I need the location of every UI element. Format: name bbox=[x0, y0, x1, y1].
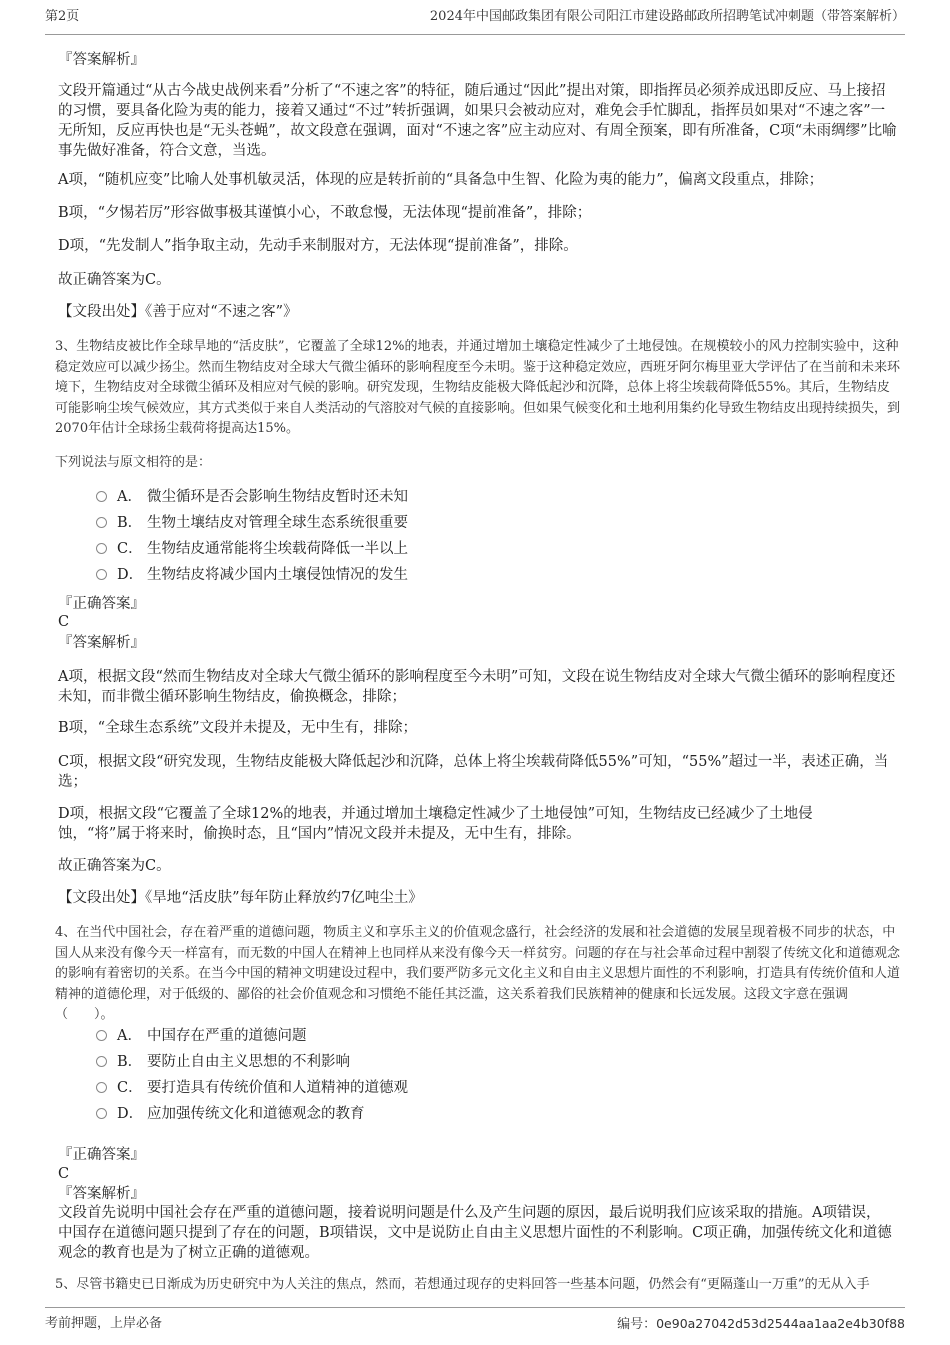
q2-option-a-analysis: A项，“随机应变”比喻人处事机敏灵活，体现的应是转折前的“具备急中生智、化险为夷的能力”，偏离文段重点，排除； bbox=[58, 172, 824, 188]
option-letter: A． bbox=[117, 1028, 142, 1044]
option-text: 应加强传统文化和道德观念的教育 bbox=[147, 1106, 365, 1122]
radio-icon[interactable] bbox=[96, 1082, 107, 1093]
q2-option-b-analysis: B项，“夕惕若厉”形容做事极其谨慎小心，不敢怠慢，无法体现“提前准备”，排除； bbox=[58, 205, 592, 221]
option-text: 要防止自由主义思想的不利影响 bbox=[147, 1054, 350, 1070]
option-text: 要打造具有传统价值和人道精神的道德观 bbox=[147, 1080, 408, 1096]
page-header bbox=[45, 0, 905, 35]
q4-stem: 4、在当代中国社会，存在着严重的道德问题，物质主义和享乐主义的价值观念盛行，社会经济的发展和社会道德的发展呈现着极不同步的状态，中国人从来没有像今天一样富有，而无数的中国人在精神上也同样从来没有像今天一样贫穷。问题的存在与社会革命过程中割裂了传统文化和道德观念的影响有着密切的关系。在当今中国的精神文明建设过程中，我们要严防多元文化主义和自由主义思想片面性的不利影响，打造具有传统价值和人道精神的道德伦理，对于低级的、鄙俗的社会价值观念和习惯绝不能任其泛滥，这关系着我们民族精神的健康和长远发展。这段文字意在强调（ ）。 bbox=[55, 925, 901, 1022]
radio-icon[interactable] bbox=[96, 1030, 107, 1041]
page-footer bbox=[45, 1307, 905, 1334]
q3-source: 【文段出处】《旱地“活皮肤”每年防止释放约7亿吨尘土》 bbox=[58, 890, 423, 906]
q3-stem: 3、生物结皮被比作全球旱地的“活皮肤”，它覆盖了全球12%的地表，并通过增加土壤稳定性减少了土地侵蚀。在规模较小的风力控制实验中，这种稳定效应可以减少扬尘。然而生物结皮对全球大气微尘循环的影响程度至今未明。鉴于这种稳定效应，西班牙阿尔梅里亚大学评估了在当前和未来环境下，生物结皮对全球微尘循环及相应对气候的影响。研究发现，生物结皮能极大降低起沙和沉降，总体上将尘埃载荷降低55%。其后，生物结皮可能影响尘埃气候效应，其方式类似于来自人类活动的气溶胶对气候的直接影响。但如果气候变化和土地利用集约化导致生物结皮出现持续损失，到2070年估计全球扬尘载荷将提高达15%。 bbox=[55, 339, 901, 436]
code-value: 0e90a27042d53d2544aa1aa2e4b30f88 bbox=[656, 1316, 905, 1331]
q3-question: 下列说法与原文相符的是： bbox=[55, 455, 212, 470]
option-text: 生物土壤结皮对管理全球生态系统很重要 bbox=[147, 515, 408, 531]
option-letter: B． bbox=[117, 515, 143, 531]
radio-icon[interactable] bbox=[96, 569, 107, 580]
radio-icon[interactable] bbox=[96, 1108, 107, 1119]
q3-option-c[interactable] bbox=[96, 539, 408, 559]
option-text: 生物结皮通常能将尘埃载荷降低一半以上 bbox=[147, 541, 408, 557]
radio-icon[interactable] bbox=[96, 1056, 107, 1067]
q3-option-c-analysis: C项，根据文段“研究发现，生物结皮能极大降低起沙和沉降，总体上将尘埃载荷降低55%”可知，“55%”超过一半，表述正确，当选； bbox=[58, 754, 889, 790]
q3-option-a[interactable] bbox=[96, 487, 408, 507]
q3-option-d-analysis: D项，根据文段“它覆盖了全球12%的地表，并通过增加土壤稳定性减少了土地侵蚀”可知，生物结皮已经减少了土地侵蚀，“将”属于将来时，偷换时态，且“国内”情况文段并未提及，无中生有，排除。 bbox=[58, 806, 813, 842]
q3-answer: C bbox=[58, 614, 70, 630]
option-letter: D． bbox=[117, 567, 144, 583]
option-text: 微尘循环是否会影响生物结皮暂时还未知 bbox=[147, 489, 408, 505]
q5-stem: 5、尽管书籍史已日渐成为历史研究中为人关注的焦点，然而，若想通过现存的史料回答一些基本问题，仍然会有“更隔蓬山一万重”的无从入手 bbox=[55, 1277, 870, 1292]
q3-option-b-analysis: B项，“全球生态系统”文段并未提及，无中生有，排除； bbox=[58, 720, 417, 736]
q3-conclusion: 故正确答案为C。 bbox=[58, 858, 171, 874]
document-code bbox=[617, 1311, 905, 1338]
q3-answer-label: 『正确答案』 bbox=[58, 596, 145, 612]
option-letter: C． bbox=[117, 541, 143, 557]
q2-option-d-analysis: D项，“先发制人”指争取主动，先动手来制服对方，无法体现“提前准备”，排除。 bbox=[58, 238, 578, 254]
option-text: 中国存在严重的道德问题 bbox=[147, 1028, 307, 1044]
q4-analysis-label: 『答案解析』 bbox=[58, 1186, 145, 1202]
q4-analysis-text: 文段首先说明中国社会存在严重的道德问题，接着说明问题是什么及产生问题的原因，最后说明我们应该采取的措施。A项错误，中国存在道德问题只提到了存在的问题，B项错误，文中是说防止自由主义思想片面性的不利影响。C项正确，加强传统文化和道德观念的教育也是为了树立正确的道德观。 bbox=[58, 1205, 892, 1261]
q4-option-b[interactable] bbox=[96, 1052, 350, 1072]
q3-option-a-analysis: A项，根据文段“然而生物结皮对全球大气微尘循环的影响程度至今未明”可知，文段在说生物结皮对全球大气微尘循环的影响程度还未知，而非微尘循环影响生物结皮，偷换概念，排除； bbox=[58, 669, 896, 705]
q3-option-b[interactable] bbox=[96, 513, 408, 533]
option-letter: A． bbox=[117, 489, 142, 505]
q4-option-a[interactable] bbox=[96, 1026, 307, 1046]
option-letter: B． bbox=[117, 1054, 143, 1070]
document-title: 2024年中国邮政集团有限公司阳江市建设路邮政所招聘笔试冲刺题（带答案解析） bbox=[429, 9, 905, 24]
q4-option-d[interactable] bbox=[96, 1104, 365, 1124]
option-text: 生物结皮将减少国内土壤侵蚀情况的发生 bbox=[147, 567, 408, 583]
radio-icon[interactable] bbox=[96, 543, 107, 554]
code-label: 编号： bbox=[617, 1317, 657, 1332]
q4-option-c[interactable] bbox=[96, 1078, 408, 1098]
option-letter: D． bbox=[117, 1106, 144, 1122]
q3-analysis-label: 『答案解析』 bbox=[58, 635, 145, 651]
footer-slogan: 考前押题，上岸必备 bbox=[45, 1316, 163, 1331]
q3-option-d[interactable] bbox=[96, 565, 408, 585]
q2-source: 【文段出处】《善于应对“不速之客”》 bbox=[58, 304, 298, 320]
option-letter: C． bbox=[117, 1080, 143, 1096]
q4-answer-label: 『正确答案』 bbox=[58, 1147, 145, 1163]
radio-icon[interactable] bbox=[96, 517, 107, 528]
q2-conclusion: 故正确答案为C。 bbox=[58, 272, 171, 288]
q4-answer: C bbox=[58, 1166, 70, 1182]
q2-analysis-label: 『答案解析』 bbox=[58, 52, 145, 68]
q2-analysis-text: 文段开篇通过“从古今战史战例来看”分析了“不速之客”的特征，随后通过“因此”提出对策，即指挥员必须养成迅即反应、马上接招的习惯，要具备化险为夷的能力，接着又通过“不过”转折强调，如果只会被动应对，难免会手忙脚乱，指挥员如果对“不速之客”一无所知，反应再快也是“无头苍蝇”，故文段意在强调，面对“不速之客”应主动应对、有周全预案，即有所准备，C项“未雨绸缪”比喻事先做好准备，符合文意，当选。 bbox=[58, 83, 897, 159]
radio-icon[interactable] bbox=[96, 491, 107, 502]
page-number: 第2页 bbox=[45, 9, 80, 24]
